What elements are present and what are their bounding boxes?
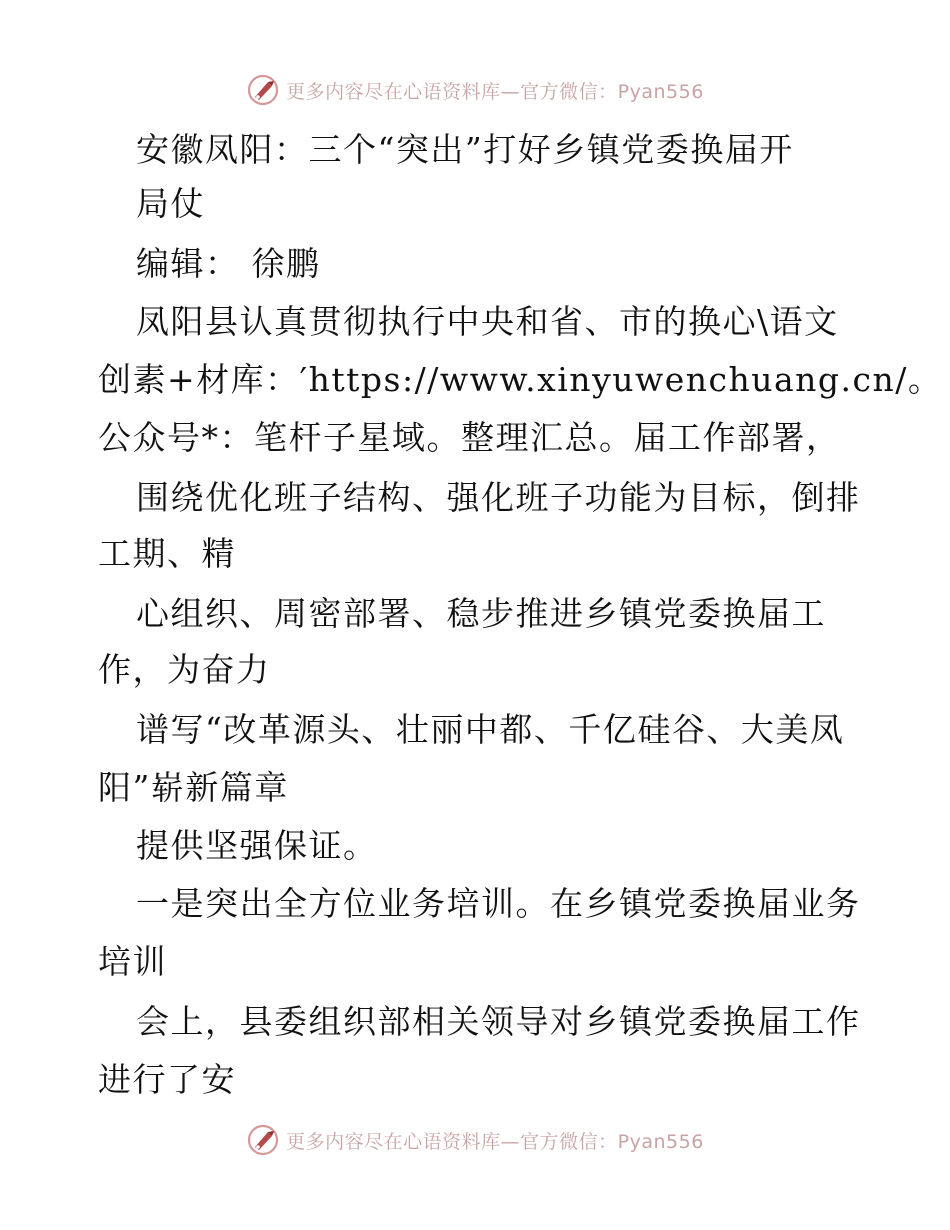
pen-nib-circle-icon bbox=[246, 73, 280, 107]
watermark-text: 更多内容尽在心语资料库—官方微信：Pyan556 bbox=[286, 1130, 704, 1153]
header-watermark bbox=[0, 70, 950, 110]
paragraph-line: 提供坚强保证。 bbox=[136, 826, 378, 865]
document-title-line-1: 安徽凤阳：三个“突出”打好乡镇党委换届开 bbox=[136, 130, 794, 169]
paragraph-line: 会上，县委组织部相关领导对乡镇党委换届工作 bbox=[136, 1002, 861, 1041]
editor-line: 编辑： 徐鹏 bbox=[136, 244, 321, 283]
paragraph-line: 创素+材库：′https://www.xinyuwenchuang.cn/。 bbox=[98, 360, 943, 399]
document-title-line-2: 局仗 bbox=[136, 184, 205, 223]
paragraph-line: 公众号*：笔杆子星域。整理汇总。届工作部署， bbox=[98, 418, 841, 457]
paragraph-line: 培训 bbox=[98, 942, 167, 981]
footer-watermark bbox=[0, 1120, 950, 1160]
paragraph-line: 阳”崭新篇章 bbox=[98, 768, 289, 807]
paragraph-line: 作，为奋力 bbox=[98, 650, 271, 689]
paragraph-line: 一是突出全方位业务培训。在乡镇党委换届业务 bbox=[136, 884, 861, 923]
paragraph-line: 谱写“改革源头、壮丽中都、千亿硅谷、大美凤 bbox=[136, 710, 845, 749]
watermark-text: 更多内容尽在心语资料库—官方微信：Pyan556 bbox=[286, 80, 704, 103]
paragraph-line: 心组织、周密部署、稳步推进乡镇党委换届工 bbox=[136, 594, 826, 633]
paragraph-line: 进行了安 bbox=[98, 1060, 236, 1099]
pen-nib-circle-icon bbox=[246, 1123, 280, 1157]
paragraph-line: 围绕优化班子结构、强化班子功能为目标，倒排 bbox=[136, 478, 861, 517]
paragraph-line: 凤阳县认真贯彻执行中央和省、市的换心\语文 bbox=[136, 302, 839, 341]
paragraph-line: 工期、精 bbox=[98, 534, 236, 573]
